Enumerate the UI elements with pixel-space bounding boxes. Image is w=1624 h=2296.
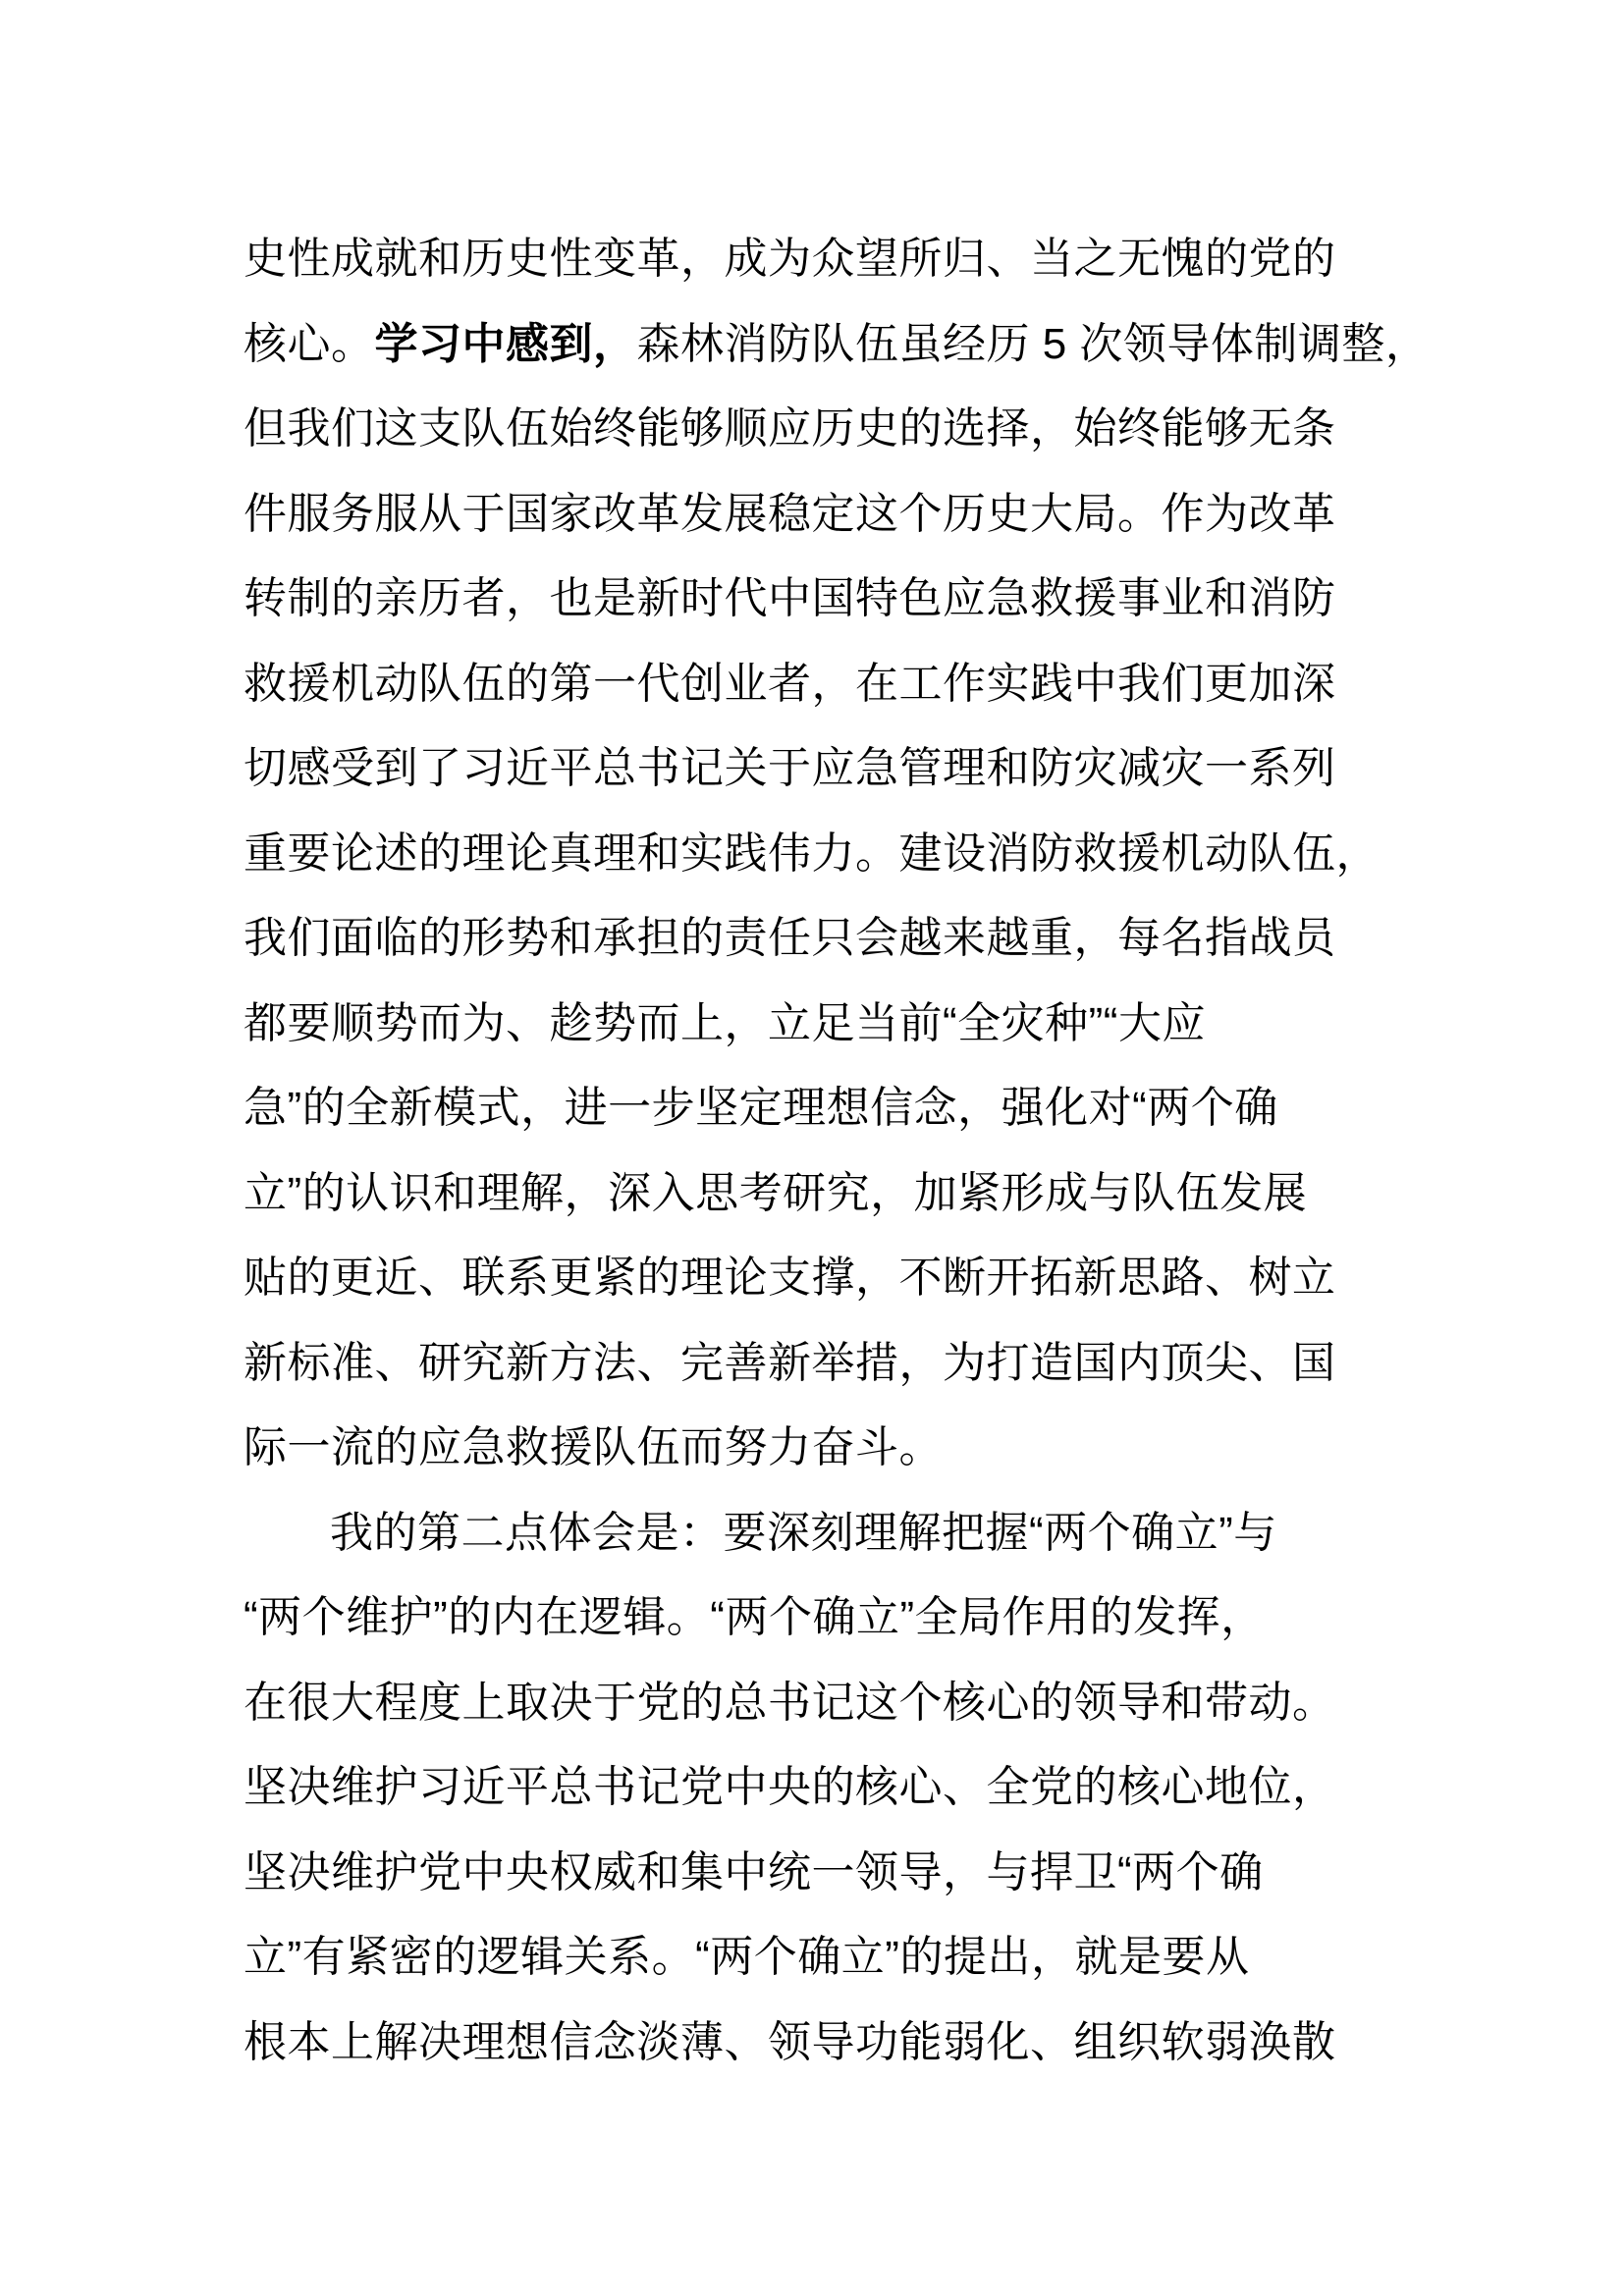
text-line-p2-4 xyxy=(244,1745,1388,1831)
text-line-p1-8 xyxy=(244,812,1388,897)
text-run: 坚决维护党中央权威和集中统一领导，与捍卫“两个确 xyxy=(244,1847,1264,1896)
text-line-p2-2 xyxy=(244,1575,1388,1661)
text-run: 转制的亲历者，也是新时代中国特色应急救援事业和消防 xyxy=(244,574,1336,622)
text-line-p1-2 xyxy=(244,302,1430,388)
text-run: 件服务服从于国家改革发展稳定这个历史大局。作为改革 xyxy=(244,489,1336,538)
text-line-p1-4 xyxy=(244,472,1388,558)
text-line-p1-12 xyxy=(244,1151,1388,1237)
text-run: 根本上解决理想信念淡薄、领导功能弱化、组织软弱涣散 xyxy=(244,2017,1336,2066)
text-run: 急”的全新模式，进一步坚定理想信念，强化对“两个确 xyxy=(244,1084,1278,1132)
text-line-p1-10 xyxy=(244,982,1388,1067)
text-line-p2-1 xyxy=(244,1491,1388,1576)
text-line-p1-13 xyxy=(244,1236,1388,1321)
text-run: 际一流的应急救援队伍而努力奋斗。 xyxy=(244,1423,943,1471)
text-line-p1-6 xyxy=(244,642,1388,727)
document-body xyxy=(244,217,1430,2085)
text-line-p1-3 xyxy=(244,387,1388,472)
text-line-p1-5 xyxy=(244,557,1388,642)
text-run: 我的第二点体会是：要深刻理解把握“两个确立”与 xyxy=(330,1508,1277,1557)
text-run: 立”有紧密的逻辑关系。“两个确立”的提出，就是要从 xyxy=(244,1933,1250,1981)
text-line-p2-3 xyxy=(244,1661,1388,1746)
text-line-p1-15 xyxy=(244,1406,1388,1491)
text-run: 我们面临的形势和承担的责任只会越来越重，每名指战员 xyxy=(244,914,1336,962)
text-run: 新标准、研究新方法、完善新举措，为打造国内顶尖、国 xyxy=(244,1338,1336,1387)
text-line-p1-1 xyxy=(244,217,1388,302)
text-run: 切感受到了习近平总书记关于应急管理和防灾减灾一系列 xyxy=(244,744,1336,792)
bold-text-run: 学习中感到， xyxy=(374,319,637,368)
text-run: 在很大程度上取决于党的总书记这个核心的领导和带动。 xyxy=(244,1678,1336,1727)
text-run: 史性成就和历史性变革，成为众望所归、当之无愧的党的 xyxy=(244,235,1336,283)
text-line-p2-5 xyxy=(244,1831,1388,1916)
text-line-p2-7 xyxy=(244,2001,1388,2086)
text-line-p2-6 xyxy=(244,1915,1388,2001)
text-run: 坚决维护习近平总书记党中央的核心、全党的核心地位， xyxy=(244,1763,1336,1811)
text-run: 重要论述的理论真理和实践伟力。建设消防救援机动队伍， xyxy=(244,828,1380,878)
text-line-p1-7 xyxy=(244,726,1388,812)
text-run: 救援机动队伍的第一代创业者，在工作实践中我们更加深 xyxy=(244,659,1336,708)
text-line-p1-11 xyxy=(244,1066,1388,1151)
text-run: 都要顺势而为、趁势而上，立足当前“全灾种”“大应 xyxy=(244,998,1206,1047)
text-line-p1-14 xyxy=(244,1321,1388,1407)
text-run: 核心。 xyxy=(244,319,375,368)
text-run: 立”的认识和理解，深入思考研究，加紧形成与队伍发展 xyxy=(244,1168,1308,1217)
text-run: “两个维护”的内在逻辑。“两个确立”全局作用的发挥， xyxy=(244,1593,1265,1641)
text-run: 森林消防队伍虽经历 5 次领导体制调整， xyxy=(636,319,1430,368)
text-run: 但我们这支队伍始终能够顺应历史的选择，始终能够无条 xyxy=(244,404,1336,453)
text-line-p1-9 xyxy=(244,896,1388,982)
text-run: 贴的更近、联系更紧的理论支撑，不断开拓新思路、树立 xyxy=(244,1254,1336,1302)
